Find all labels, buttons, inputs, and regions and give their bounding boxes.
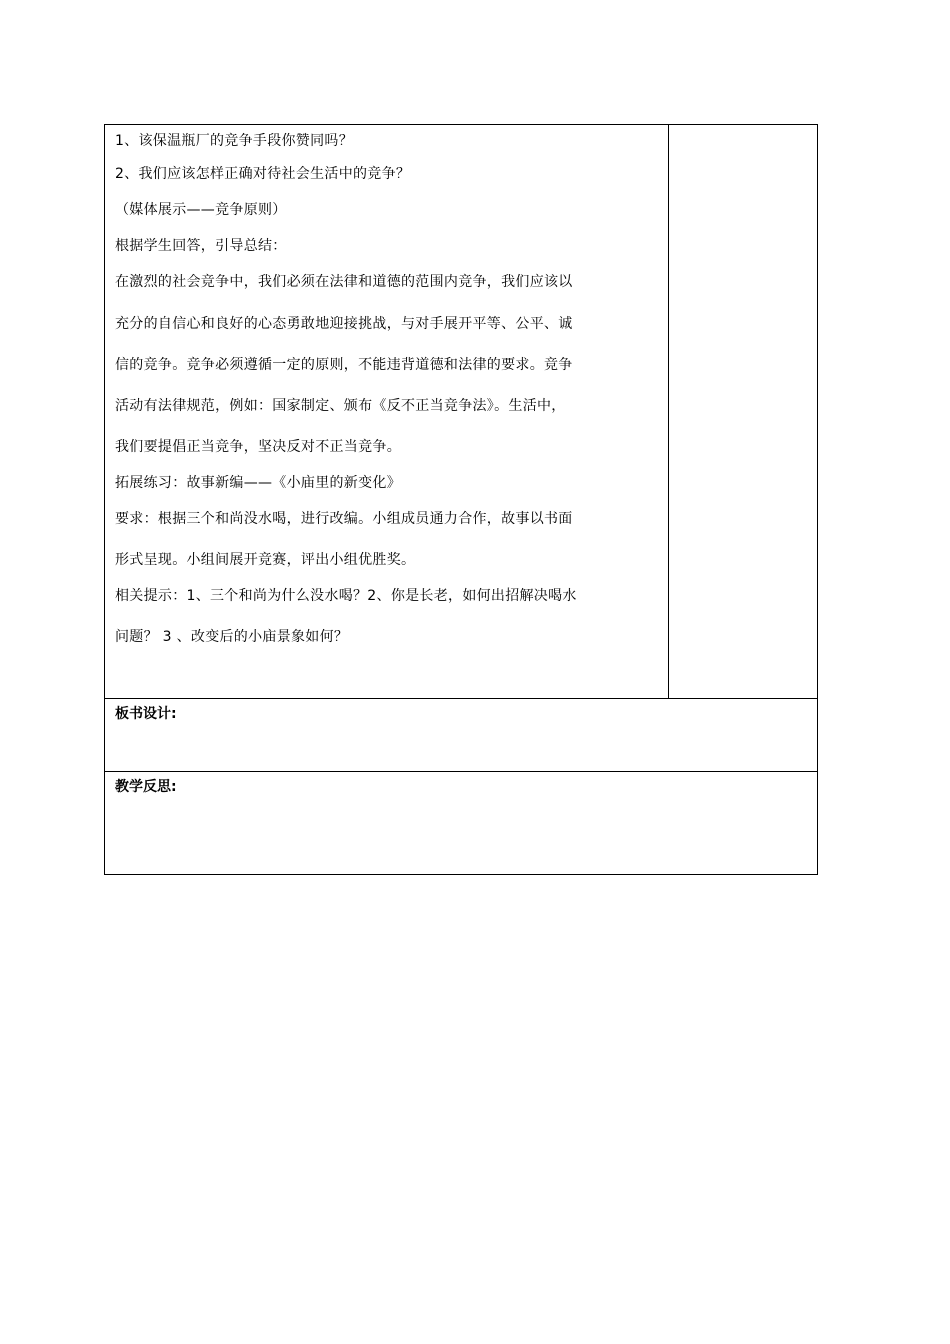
- text-line: 活动有法律规范，例如：国家制定、颁布《反不正当竞争法》。生活中，: [115, 398, 566, 414]
- text-line: 充分的自信心和良好的心态勇敢地迎接挑战，与对手展开平等、公平、诚: [115, 316, 573, 332]
- teaching-reflection-label: 教学反思:: [115, 779, 177, 795]
- lesson-content-row: [105, 125, 817, 699]
- text-line: 根据学生回答，引导总结：: [115, 238, 287, 254]
- text-line: 形式呈现。小组间展开竞赛，评出小组优胜奖。: [115, 552, 416, 568]
- text-line: 1、该保温瓶厂的竞争手段你赞同吗？: [115, 133, 354, 149]
- lesson-content-cell: [105, 125, 669, 698]
- text-line: 2、我们应该怎样正确对待社会生活中的竞争？: [115, 166, 411, 182]
- text-line: 问题？ 3 、改变后的小庙景象如何？: [115, 629, 349, 645]
- text-line: 相关提示：1、三个和尚为什么没水喝？2、你是长老，如何出招解决喝水: [115, 588, 577, 604]
- notes-cell: [669, 125, 817, 698]
- board-design-label: 板书设计:: [115, 706, 177, 722]
- board-design-row: [105, 699, 817, 772]
- teaching-reflection-row: [105, 772, 817, 874]
- text-line: 我们要提倡正当竞争，坚决反对不正当竞争。: [115, 439, 401, 455]
- text-line: （媒体展示——竞争原则）: [115, 202, 287, 218]
- text-line: 拓展练习：故事新编——《小庙里的新变化》: [115, 475, 401, 491]
- text-line: 信的竞争。竞争必须遵循一定的原则，不能违背道德和法律的要求。竞争: [115, 357, 573, 373]
- lesson-plan-table: [104, 124, 818, 875]
- text-line: 在激烈的社会竞争中，我们必须在法律和道德的范围内竞争，我们应该以: [115, 274, 573, 290]
- text-line: 要求：根据三个和尚没水喝，进行改编。小组成员通力合作，故事以书面: [115, 511, 573, 527]
